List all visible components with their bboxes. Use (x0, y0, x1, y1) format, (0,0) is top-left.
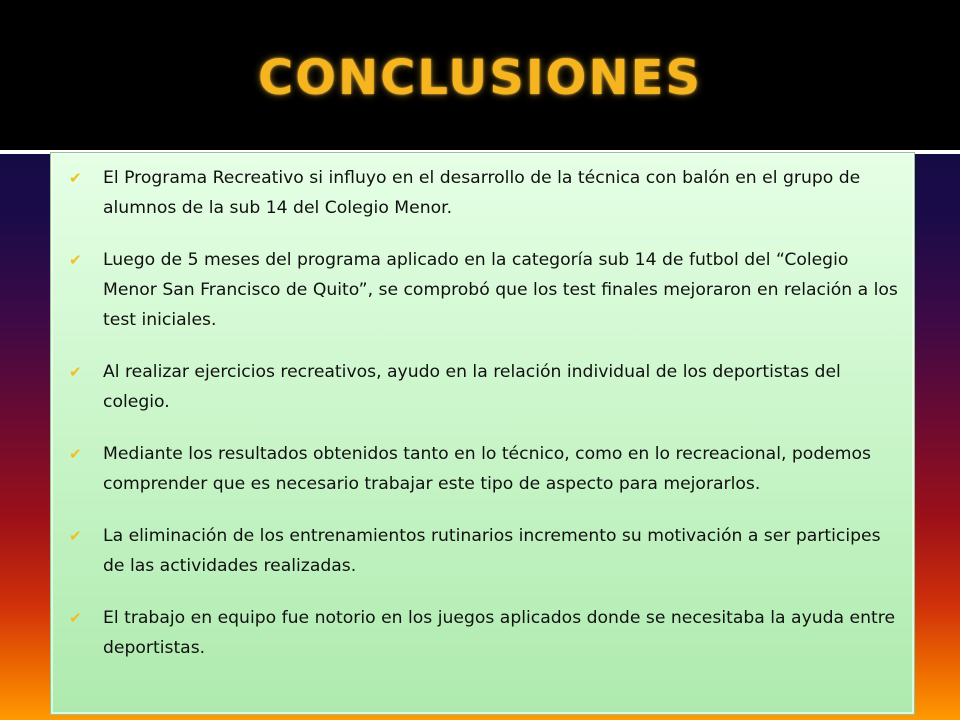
list-item (67, 245, 898, 335)
list-item-text: La eliminación de los entrenamientos rutinarios incremento su motivación a ser participes de las actividades realizadas. (103, 526, 881, 576)
list-item-text: El Programa Recreativo si influyo en el desarrollo de la técnica con balón en el grupo de alumnos de la sub 14 del Colegio Menor. (103, 168, 861, 218)
checkmark-icon: ✔ (69, 445, 82, 463)
list-item-text: Al realizar ejercicios recreativos, ayudo en la relación individual de los deportistas del colegio. (103, 362, 841, 412)
conclusions-list (51, 153, 914, 663)
list-item-text: El trabajo en equipo fue notorio en los juegos aplicados donde se necesitaba la ayuda entre deportistas. (103, 608, 896, 658)
checkmark-icon: ✔ (69, 527, 82, 545)
list-item (67, 163, 898, 223)
checkmark-icon: ✔ (69, 609, 82, 627)
list-item-text: Mediante los resultados obtenidos tanto en lo técnico, como en lo recreacional, podemos comprender que es necesario trabajar este tipo de aspecto para mejorarlos. (103, 444, 872, 494)
list-item (67, 521, 898, 581)
checkmark-icon: ✔ (69, 251, 82, 269)
slide-title: CONCLUSIONES (257, 50, 703, 106)
list-item (67, 357, 898, 417)
checkmark-icon: ✔ (69, 169, 82, 187)
list-item (67, 603, 898, 663)
checkmark-icon: ✔ (69, 363, 82, 381)
list-item-text: Luego de 5 meses del programa aplicado en la categoría sub 14 de futbol del “Colegio Menor San Francisco de Quito”, se comprobó que los test finales mejoraron en relación a los test iniciales. (103, 250, 898, 330)
list-item (67, 439, 898, 499)
content-panel (50, 152, 915, 715)
